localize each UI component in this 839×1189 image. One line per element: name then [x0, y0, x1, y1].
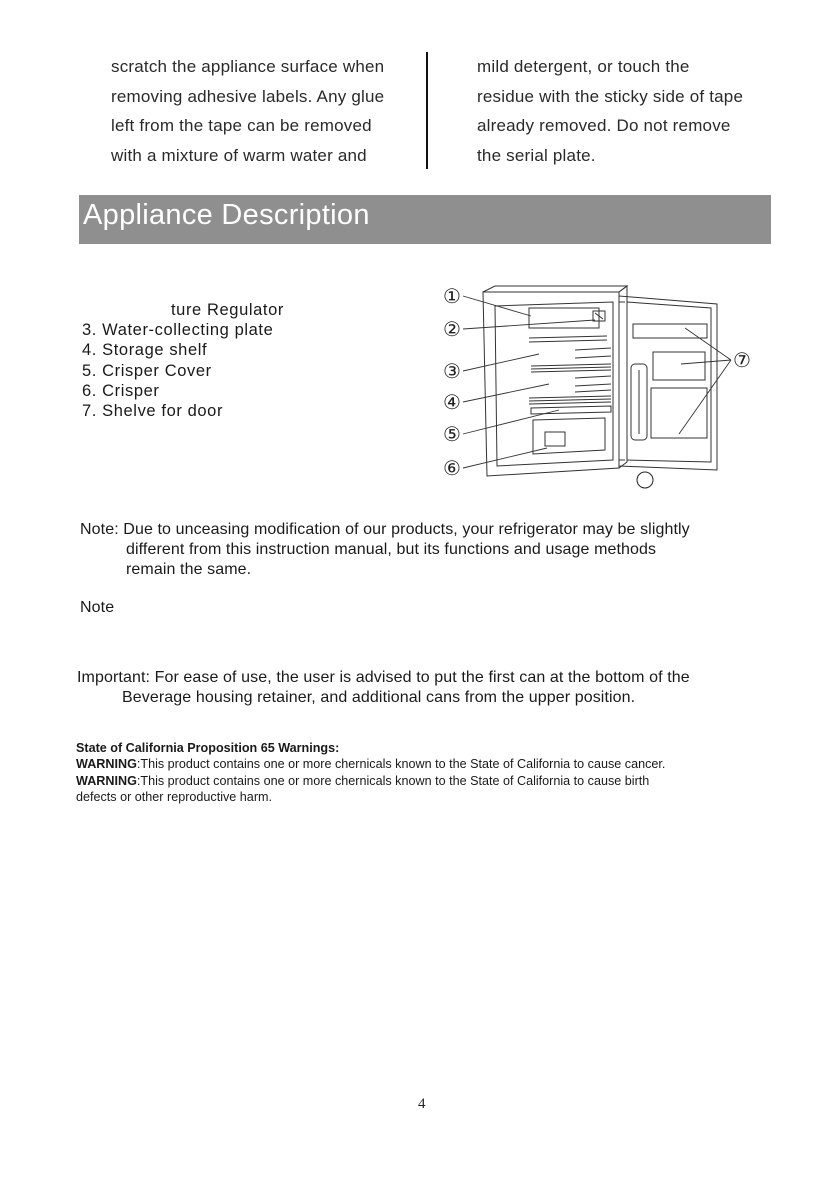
intro-left-column — [111, 52, 384, 170]
parts-item: 3. Water-collecting plate — [82, 321, 274, 340]
crisper-cover — [531, 406, 611, 414]
note-label: Note — [80, 599, 115, 616]
note-modification — [80, 520, 690, 580]
refrigerator-diagram — [435, 280, 765, 500]
section-title: Appliance Description — [83, 199, 370, 231]
parts-item: 5. Crisper Cover — [82, 361, 212, 380]
water-collecting-plate — [529, 336, 607, 338]
note-line: remain the same. — [126, 561, 252, 578]
storage-shelf-upper — [531, 364, 611, 366]
door-shelf-middle — [653, 352, 705, 380]
freezer-compartment — [529, 308, 599, 328]
important-note — [77, 668, 690, 708]
warning-birth-defects: WARNING:This product contains one or more chernicals known to the State of California to cause birth — [76, 773, 650, 788]
important-line: Important: For ease of use, the user is advised to put the first can at the bottom of the — [77, 669, 690, 686]
section-header — [79, 195, 771, 244]
callout-empty-circle — [637, 472, 653, 488]
parts-list — [82, 300, 284, 421]
door-shelf-bottom — [651, 388, 707, 438]
door-outline — [619, 296, 717, 470]
callout-6: ⑥ — [443, 456, 461, 480]
callout-3: ③ — [443, 359, 461, 383]
page-number: 4 — [418, 1096, 426, 1112]
callout-2: ② — [443, 317, 461, 341]
intro-right-line: already removed. Do not remove — [477, 116, 731, 135]
prop65-warnings — [76, 740, 665, 805]
important-line: Beverage housing retainer, and additional cans from the upper position. — [122, 689, 636, 706]
callout-5: ⑤ — [443, 422, 461, 446]
intro-right-column — [477, 52, 743, 170]
note-line: different from this instruction manual, but its functions and usage methods — [126, 541, 657, 558]
intro-left-line: with a mixture of warm water and — [111, 145, 367, 165]
warning-label: WARNING — [76, 757, 137, 772]
cabinet-top — [483, 286, 627, 292]
column-divider — [426, 52, 428, 169]
storage-shelf-lower — [529, 396, 611, 398]
intro-right-line: the serial plate. — [477, 145, 596, 165]
intro-left-line: left from the tape can be removed — [111, 116, 372, 135]
intro-left-line: scratch the appliance surface when — [111, 57, 385, 76]
warning-birth-defects-cont: defects or other reproductive harm. — [76, 789, 272, 804]
intro-right-line: mild detergent, or touch the — [477, 57, 690, 76]
callout-7: ⑦ — [733, 348, 751, 372]
callout-4: ④ — [443, 390, 461, 414]
callout-1: ① — [443, 284, 461, 308]
warning-cancer: WARNING:This product contains one or more chernicals known to the State of California to cause cancer. — [76, 757, 666, 772]
cabinet-side — [619, 286, 627, 468]
note-line: Note: Due to unceasing modification of our products, your refrigerator may be slightly — [80, 521, 690, 538]
parts-item: 6. Crisper — [82, 381, 160, 400]
intro-right-line: residue with the sticky side of tape — [477, 86, 744, 106]
prop65-title: State of California Proposition 65 Warnings: — [76, 741, 340, 755]
parts-item: 4. Storage shelf — [82, 341, 208, 360]
cabinet-inner — [495, 302, 613, 466]
parts-item-partial: ture Regulator — [171, 301, 284, 319]
intro-left-line: removing adhesive labels. Any glue — [111, 86, 385, 106]
warning-label: WARNING — [76, 773, 137, 788]
parts-item: 7. Shelve for door — [82, 402, 224, 421]
